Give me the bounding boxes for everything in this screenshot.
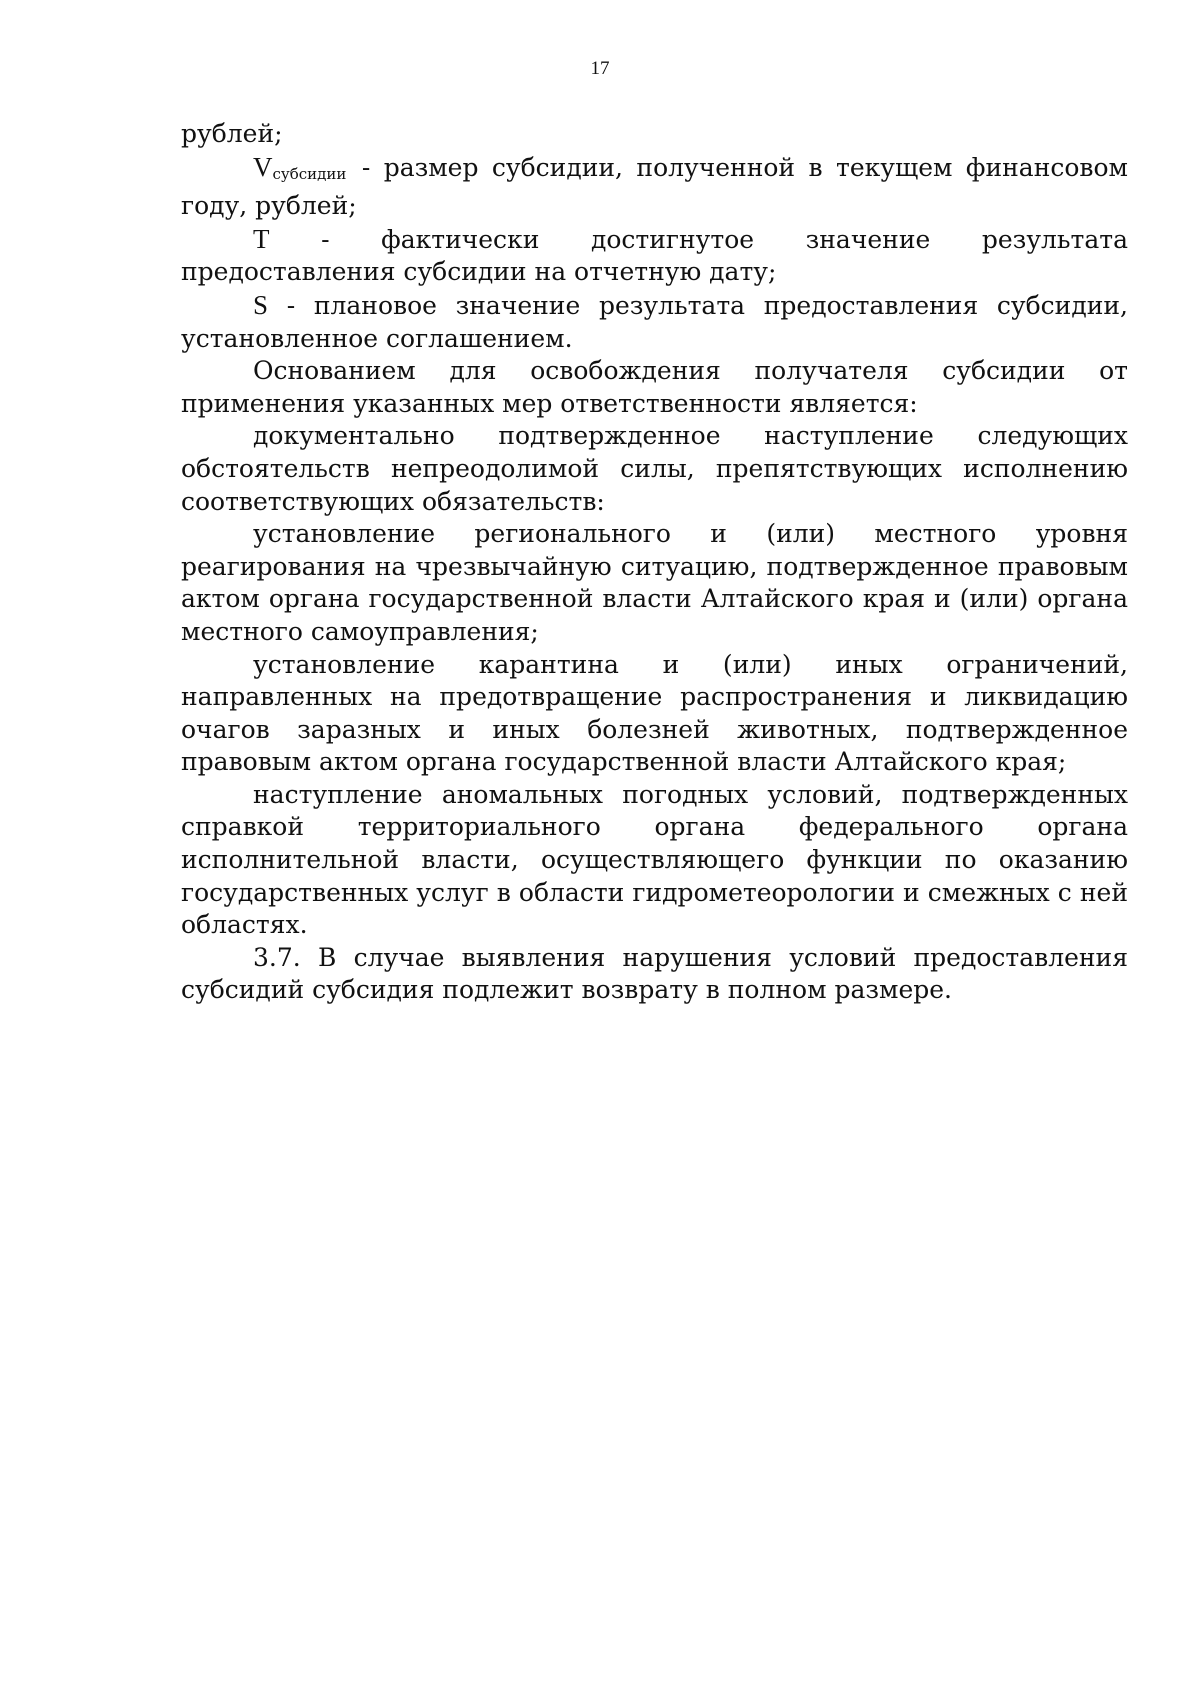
paragraph-s-definition [181,289,1128,355]
variable-v-description: - размер субсидии, полученной в текущем финансовом году, рублей; [181,152,1128,221]
paragraph-abnormal-weather: наступление аномальных погодных условий, подтвержденных справкой территориального органа федерального органа исполнительной власти, осуществляющего функции по оказанию государственных услуг в области гидрометеорологии и смежных с ней областях. [181,779,1128,940]
paragraph-section-3-7: 3.7. В случае выявления нарушения условий предоставления субсидий субсидия подлежит возврату в полном размере. [181,942,1128,1005]
page-number: 17 [590,58,610,79]
paragraph-quarantine: установление карантина и (или) иных ограничений, направленных на предотвращение распространения и ликвидацию очагов заразных и иных болезней животных, подтвержденное правовым актом органа государственной власти Алтайского края; [181,649,1128,777]
paragraph-force-majeure: документально подтвержденное наступление следующих обстоятельств непреодолимой силы, препятствующих исполнению соответствующих обязательств: [181,421,1128,516]
document-body [181,118,1128,1007]
paragraph-emergency-response: установление регионального и (или) местного уровня реагирования на чрезвычайную ситуацию, подтвержденное правовым актом органа государственной власти Алтайского края и (или) органа местного самоуправления; [181,519,1128,646]
paragraph-t-definition [181,223,1128,289]
paragraph-grounds-for-exemption: Основанием для освобождения получателя субсидии от применения указанных мер ответственности является: [181,356,1128,418]
variable-t-symbol: T [253,223,270,254]
variable-v-subscript: субсидии [272,164,347,183]
paragraph-v-subsidy-definition [181,151,1128,223]
variable-v-symbol: V [253,151,273,182]
paragraph-rubles: рублей; [181,119,283,148]
variable-s-description: - плановое значение результата предоставления субсидии, установленное соглашением. [181,290,1128,353]
variable-s-symbol: S [253,289,269,320]
variable-t-description: - фактически достигнутое значение результата предоставления субсидии на отчетную дату; [181,224,1128,287]
